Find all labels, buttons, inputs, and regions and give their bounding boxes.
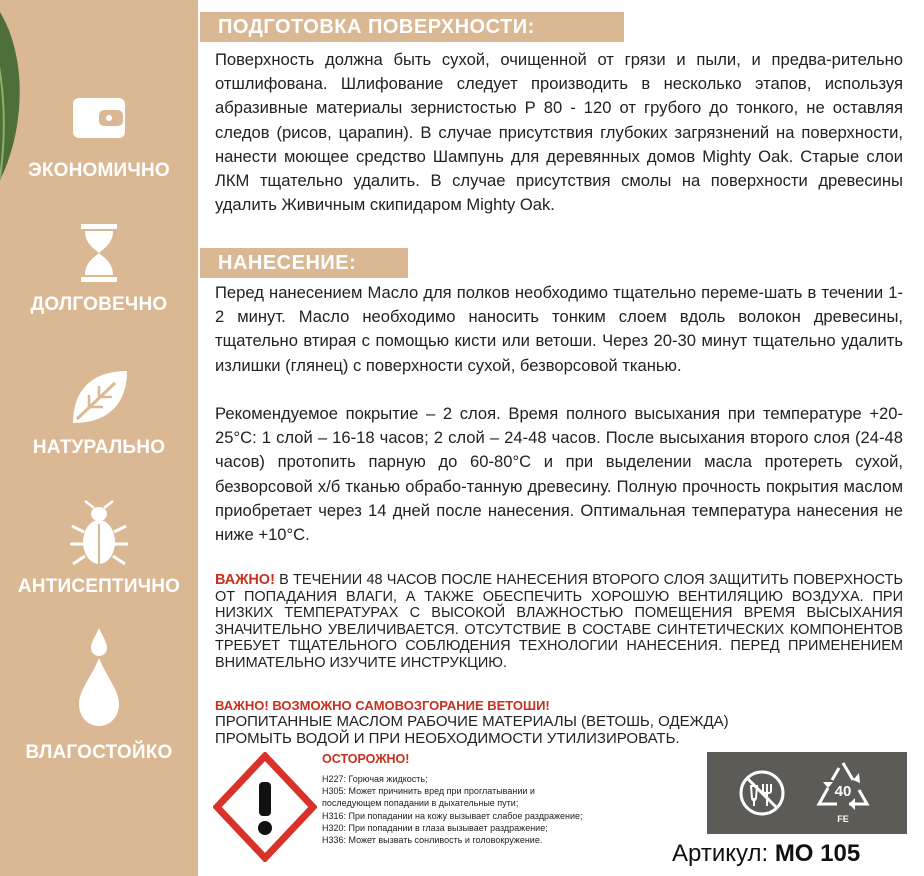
article-label: Артикул: (672, 840, 775, 867)
not-for-food-icon (737, 768, 787, 818)
hazard-statement: Н320: При попадании в глаза вызывает раздражение; (322, 822, 548, 833)
feature-antiseptic (0, 500, 198, 598)
application-text-2: Рекомендуемое покрытие – 2 слоя. Время полного высыхания при температуре +20-25°С: 1 слой – 16-18 часов; 2 слой – 24-48 часов. После высыхания второго слоя (24-48 часов) протопить парную до 60-80°С и при выделении масла протереть сухой, безворсовой х/б тканью обрабо-танную древесину. Полную прочность покрытия маслом приобретает через 14 дней после нанесения. Оптимальная температура нанесения не ниже +10°С. (215, 404, 903, 545)
hazard-statement: Н227: Горючая жидкость; (322, 774, 428, 784)
warning-label: ВАЖНО! (215, 572, 275, 588)
recycle-icon (815, 760, 871, 812)
fire-warning-line: ПРОМЫТЬ ВОДОЙ И ПРИ НЕОБХОДИМОСТИ УТИЛИЗИРОВАТЬ. (215, 730, 680, 747)
article-number (672, 840, 860, 868)
feature-label: ВЛАГОСТОЙКО (25, 742, 173, 763)
recycle-number: 40 (834, 783, 852, 800)
preparation-text: Поверхность должна быть сухой, очищенной от грязи и пыли, и предва-рительно отшлифована. Шлифование следует производить в несколько этапов, используя абразивные материалы зернистостью Р 80 - 120 от грубого до тонкого, не оставляя следов (рисов, царапин). В случае присутствия глубоких загрязнений на поверхности, нанести моющее средство Шампунь для деревянных домов Mighty Oak. Старые слои ЛКМ тщательно удалить. В случае присутствия смолы на поверхности древесины удалить Живичным скипидаром Mighty Oak. (215, 50, 903, 215)
feature-waterproof (0, 628, 198, 764)
hazard-statement: Н336: Может вызвать сонливость и головокружение. (322, 835, 543, 846)
feature-natural (0, 367, 198, 459)
feature-sidebar (0, 0, 198, 876)
disposal-marks (707, 752, 907, 834)
section-heading-preparation: ПОДГОТОВКА ПОВЕРХНОСТИ: (200, 12, 624, 42)
feature-label: НАТУРАЛЬНО (32, 437, 166, 458)
article-code: МО 105 (774, 840, 861, 867)
feature-label: ЭКОНОМИЧНО (28, 160, 170, 181)
fire-warning-line: ПРОПИТАННЫЕ МАСЛОМ РАБОЧИЕ МАТЕРИАЛЫ (ВЕТОШЬ, ОДЕЖДА) (215, 713, 729, 730)
feature-label: АНТИСЕПТИЧНО (17, 576, 181, 597)
wallet-icon (69, 92, 129, 142)
hazard-statements (322, 773, 682, 846)
section-heading-application: НАНЕСЕНИЕ: (200, 248, 408, 278)
hazard-statement: последующем попадании в дыхательные пути; (322, 798, 519, 809)
feature-economical (0, 92, 198, 182)
leaf-icon (67, 367, 131, 427)
ghs-exclamation-icon (213, 752, 317, 862)
recycle-code: FE (837, 814, 849, 824)
hazard-statement: Н305: Может причинить вред при проглатывании и (322, 786, 535, 797)
hourglass-icon (77, 222, 121, 284)
feature-label: ДОЛГОВЕЧНО (30, 294, 168, 315)
hazard-statement: Н316: При попадании на кожу вызывает слабое раздражение; (322, 810, 583, 821)
warning-notice (215, 572, 903, 672)
drops-icon (69, 628, 129, 728)
feature-durable (0, 222, 198, 316)
fire-warning-title: ВАЖНО! ВОЗМОЖНО САМОВОЗГОРАНИЕ ВЕТОШИ! (215, 698, 550, 713)
beetle-icon (67, 500, 131, 568)
hazard-title: ОСТОРОЖНО! (322, 752, 410, 766)
application-text: Перед нанесением Масло для полков необходимо тщательно переме-шать в течении 1-2 минут. Масло необходимо наносить тонким слоем вдоль волокон древесины, тщательно втирая с помощью кисти или ветоши. Через 20-30 минут тщательно удалить излишки (глянец) с поверхности сухой, безворсовой тканью. (215, 283, 903, 375)
warning-text: В ТЕЧЕНИИ 48 ЧАСОВ ПОСЛЕ НАНЕСЕНИЯ ВТОРОГО СЛОЯ ЗАЩИТИТЬ ПОВЕРХНОСТЬ ОТ ПОПАДАНИЯ ВЛАГИ, А ТАКЖЕ ОБЕСПЕЧИТЬ ХОРОШУЮ ВЕНТИЛЯЦИЮ ВОЗДУХА. ПРИ НИЗКИХ ТЕМПЕРАТУРАХ С ВЫСОКОЙ ВЛАЖНОСТЬЮ ПОМЕЩЕНИЯ ВРЕМЯ ВЫСЫХАНИЯ ЗНАЧИТЕЛЬНО УВЕЛИЧИВАЕТСЯ. ОТСУТСТВИЕ В СОСТАВЕ СИНТЕТИЧЕСКИХ КОМПОНЕНТОВ ТРЕБУЕТ ТЩАТЕЛЬНОГО СОБЛЮДЕНИЯ ТЕХНОЛОГИИ НАНЕСЕНИЯ. ПЕРЕД ПРИМЕНЕНИЕМ ВНИМАТЕЛЬНО ИЗУЧИТЕ ИНСТРУКЦИЮ. (215, 572, 903, 671)
